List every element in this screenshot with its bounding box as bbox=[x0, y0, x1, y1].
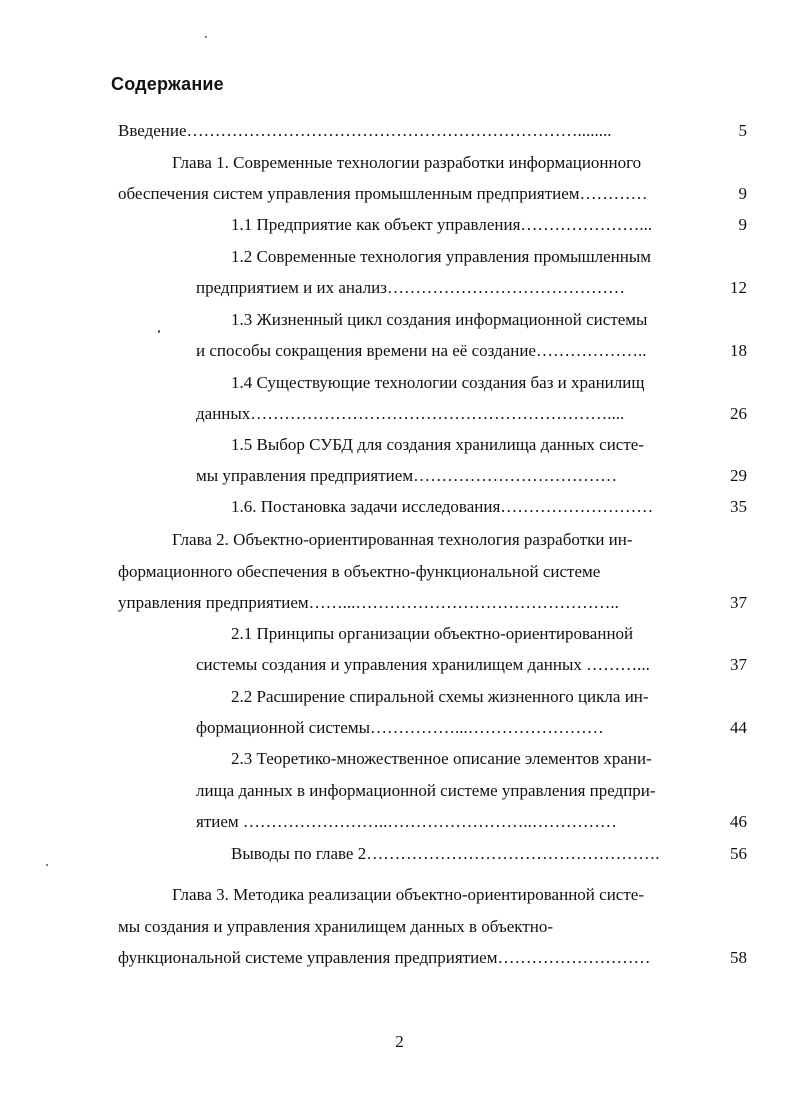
toc-page-number: 12 bbox=[730, 278, 747, 297]
scan-speck bbox=[46, 864, 48, 866]
toc-entry-text: 2.2 Расширение спиральной схемы жизненного цикла ин- bbox=[231, 687, 649, 706]
toc-entry-text: Глава 2. Объектно-ориентированная технология разработки ин- bbox=[172, 530, 633, 549]
contents-heading: Содержание bbox=[111, 74, 224, 94]
toc-entry-text: формационной системы……………...…………………… bbox=[196, 718, 604, 737]
toc-page-number: 37 bbox=[730, 593, 747, 612]
toc-entry-text: обеспечения систем управления промышленным предприятием………… bbox=[118, 184, 648, 203]
toc-entry-text: лища данных в информационной системе управления предпри- bbox=[196, 781, 656, 800]
toc-entry-text: Глава 1. Современные технологии разработки информационного bbox=[172, 153, 642, 172]
toc-page-number: 44 bbox=[730, 718, 747, 737]
toc-page-number: 26 bbox=[730, 404, 747, 423]
toc-page-number: 5 bbox=[738, 121, 747, 140]
toc-page-number: 46 bbox=[730, 812, 747, 831]
toc-entry-text: 1.6. Постановка задачи исследования……………………… bbox=[231, 497, 654, 516]
toc-entry-text: 1.3 Жизненный цикл создания информационной системы bbox=[231, 310, 648, 329]
toc-entry-text: Введение……………………………………………………………........ bbox=[118, 121, 612, 140]
toc-page-number: 56 bbox=[730, 844, 747, 863]
toc-entry-text: мы управления предприятием……………………………… bbox=[196, 466, 618, 485]
toc-entry-text: 1.1 Предприятие как объект управления…………………... bbox=[231, 215, 653, 234]
scan-speck bbox=[205, 36, 207, 38]
toc-page-number: 29 bbox=[730, 466, 747, 485]
toc-entry-text: 2.1 Принципы организации объектно-ориентированной bbox=[231, 624, 634, 643]
toc-entry-text: системы создания и управления хранилищем данных ………... bbox=[196, 655, 650, 674]
toc-entry-text: мы создания и управления хранилищем данных в объектно- bbox=[118, 917, 554, 936]
toc-entry-text: формационного обеспечения в объектно-функциональной системе bbox=[118, 562, 601, 581]
toc-page-number: 37 bbox=[730, 655, 747, 674]
toc-page-number: 58 bbox=[730, 948, 747, 967]
toc-page-number: 18 bbox=[730, 341, 747, 360]
toc-entry-text: ятием ……………………..……………………..…………… bbox=[196, 812, 617, 831]
toc-entry-text: 1.2 Современные технология управления промышленным bbox=[231, 247, 652, 266]
toc-entry-text: предприятием и их анализ…………………………………… bbox=[196, 278, 625, 297]
toc-entry-text: управления предприятием……...……………………………………….. bbox=[118, 593, 619, 612]
toc-entry-text: и способы сокращения времени на её создание……………….. bbox=[196, 341, 647, 360]
toc-entry-text: функциональной системе управления предприятием……………………… bbox=[118, 948, 651, 967]
toc-page-number: 9 bbox=[738, 215, 747, 234]
toc-entry-text: данных……………………………………………………….... bbox=[196, 404, 625, 423]
toc-entry-text: 1.4 Существующие технологии создания баз и хранилищ bbox=[231, 373, 645, 392]
scan-speck bbox=[158, 330, 160, 333]
toc-page-number: 35 bbox=[730, 497, 747, 516]
toc-entry-text: Глава 3. Методика реализации объектно-ориентированной систе- bbox=[172, 885, 644, 904]
toc-entry-text: Выводы по главе 2……………………………………………. bbox=[231, 844, 660, 863]
toc-entry-text: 1.5 Выбор СУБД для создания хранилища данных систе- bbox=[231, 435, 644, 454]
toc-entry-text: 2.3 Теоретико-множественное описание элементов храни- bbox=[231, 749, 652, 768]
page-number: 2 bbox=[395, 1032, 404, 1051]
toc-page-number: 9 bbox=[738, 184, 747, 203]
